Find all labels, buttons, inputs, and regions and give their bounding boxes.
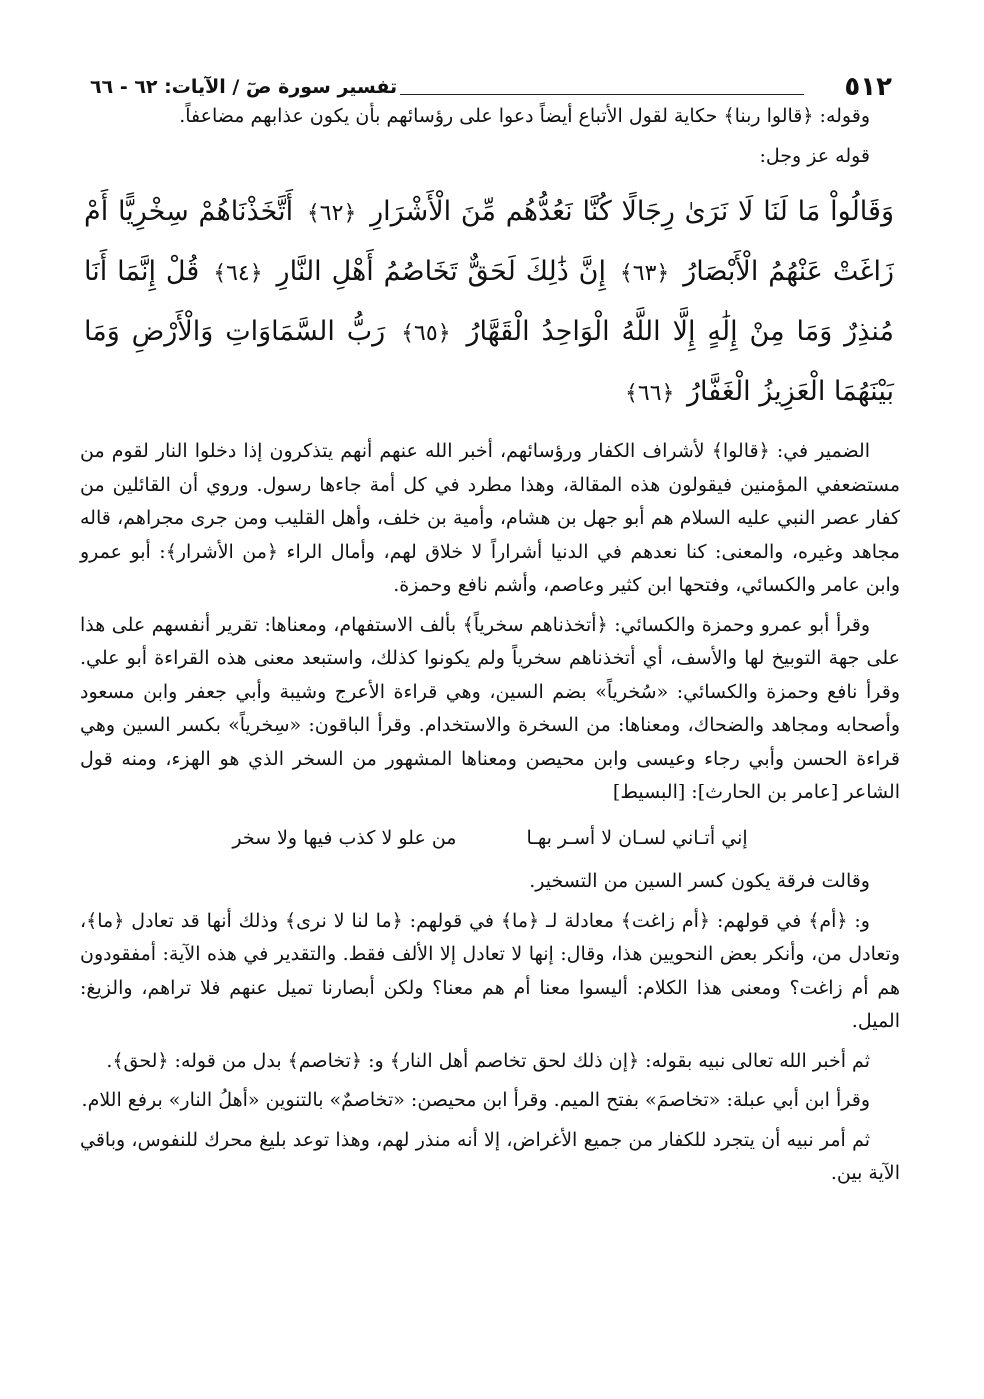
quran-verses xyxy=(80,183,900,423)
verse-text: إِنَّ ذَٰلِكَ لَحَقٌّ تَخَاصُمُ أَهْلِ النَّارِ xyxy=(276,256,606,287)
ayah-number-62: ﴿٦٢﴾ xyxy=(306,201,357,226)
ayah-number-64: ﴿٦٤﴾ xyxy=(213,261,263,286)
running-head: تفسير سورة صٓ / الآيات: ٦٢ - ٦٦ xyxy=(90,76,398,98)
ayah-number-65: ﴿٦٥﴾ xyxy=(401,321,451,346)
paragraph: وقوله: ﴿قالوا ربنا﴾ حكاية لقول الأتباع أيضاً دعوا على رؤسائهم بأن يكون عذابهم مضاعفاً. xyxy=(179,105,870,127)
verse-text: رَبُّ السَّمَاوَاتِ وَالْأَرْضِ وَمَا بَيْنَهُمَا الْعَزِيزُ الْغَفَّارُ xyxy=(84,316,894,407)
header-rule xyxy=(400,94,804,95)
verse-text: وَقَالُواْ مَا لَنَا لَا نَرَىٰ رِجَالًا كُنَّا نَعُدُّهُم مِّنَ الْأَشْرَارِ xyxy=(370,196,894,227)
ayah-number-66: ﴿٦٦﴾ xyxy=(624,381,675,406)
body-text xyxy=(60,100,924,1191)
paragraph: وقرأ ابن أبي عبلة: «تخاصمَ» بفتح الميم. وقرأ ابن محيصن: «تخاصمٌ» بالتنوين «أهلُ النار» برفع اللام. xyxy=(81,1089,870,1111)
paragraph: وقرأ أبو عمرو وحمزة والكسائي: ﴿أتخذناهم سخرياً﴾ بألف الاستفهام، ومعناها: تقرير أنفسهم على هذا على جهة التوبيخ لها والأسف، أي أتخذناهم سخرياً ولم يكونوا كذلك، واستبعد معنى هذه القراءة أبو علي. وقرأ نافع وحمزة والكسائي: «سُخرياً» بضم السين، وهي قراءة الأعرج وشيبة وأبي جعفر وابن مسعود وأصحابه ومجاهد والضحاك، ومعناها: من السخرة والاستخدام. وقرأ الباقون: «سِخرياً» بكسر السين وهي قراءة الحسن وأبي رجاء وعيسى وابن محيصن ومعناها المشهور من السخر الذي هو الهزء، ومنه قول الشاعر [عامر بن الحارث]: [البسيط] xyxy=(80,613,900,803)
verse-text: أَتَّخَذْنَاهُمْ سِخْرِيًّا أَمْ زَاغَتْ عَنْهُمُ الْأَبْصَارُ xyxy=(84,196,894,287)
page-header xyxy=(60,64,924,100)
paragraph: ثم أخبر الله تعالى نبيه بقوله: ﴿إن ذلك لحق تخاصم أهل النار﴾ و: ﴿تخاصم﴾ بدل من قوله: ﴿لحق﴾. xyxy=(106,1049,870,1072)
verse-text: قُلْ إِنَّمَا أَنَا مُنذِرٌ وَمَا مِنْ إِلَٰهٍ إِلَّا اللَّهُ الْوَاحِدُ الْقَهَّارُ xyxy=(84,256,894,347)
paragraph: ثم أمر نبيه أن يتجرد للكفار من جميع الأغراض، إلا أنه منذر لهم، وهذا توعد بليغ محرك للنفوس، وباقي الآية بين. xyxy=(80,1128,900,1184)
poetry-verse xyxy=(80,822,900,856)
page-number: ٥١٢ xyxy=(844,72,892,102)
poetry-hemistich-first: إني أتـاني لسـان لا أسـر بهـا xyxy=(526,826,748,849)
paragraph: الضمير في: ﴿قالوا﴾ لأشراف الكفار ورؤسائهم، أخبر الله عنهم أنهم يتذكرون إذا دخلوا النار لقوم من مستضعفي المؤمنين فيقولون هذه المقالة، وهذا مطرد في كل أمة جاءها رسول. وروي أن القائلين من كفار عصر النبي عليه السلام هم أبو جهل بن هشام، وأمية بن خلف، وأهل القليب ومن جرى مجراهم، قاله مجاهد وغيره، والمعنى: كنا نعدهم في الدنيا أشراراً لا خلاق لهم، وأمال الراء ﴿من الأشرار﴾: أبو عمرو وابن عامر والكسائي، وفتحها ابن كثير وعاصم، وأشم نافع وحمزة. xyxy=(80,440,900,596)
poetry-hemistich-second: من علو لا كذب فيها ولا سخر xyxy=(232,826,457,849)
paragraph: قوله عز وجل: xyxy=(759,144,870,167)
paragraph: و: ﴿أم﴾ في قولهم: ﴿أم زاغت﴾ معادلة لـ ﴿ما﴾ في قولهم: ﴿ما لنا لا نرى﴾ وذلك أنها قد تعادل ﴿ما﴾، وتعادل من، وأنكر بعض النحويين هذا، وقال: إنها لا تعادل إلا الألف فقط. والتقدير في هذه الآية: أمفقودون هم أم زاغت؟ ومعنى هذا الكلام: أليسوا معنا أم هم معنا؟ ولكن أبصارنا تميل عنهم فلا تراهم، والزيغ: الميل. xyxy=(80,909,900,1032)
paragraph: وقالت فرقة يكون كسر السين من التسخير. xyxy=(529,870,870,892)
ayah-number-63: ﴿٦٣﴾ xyxy=(619,261,670,286)
